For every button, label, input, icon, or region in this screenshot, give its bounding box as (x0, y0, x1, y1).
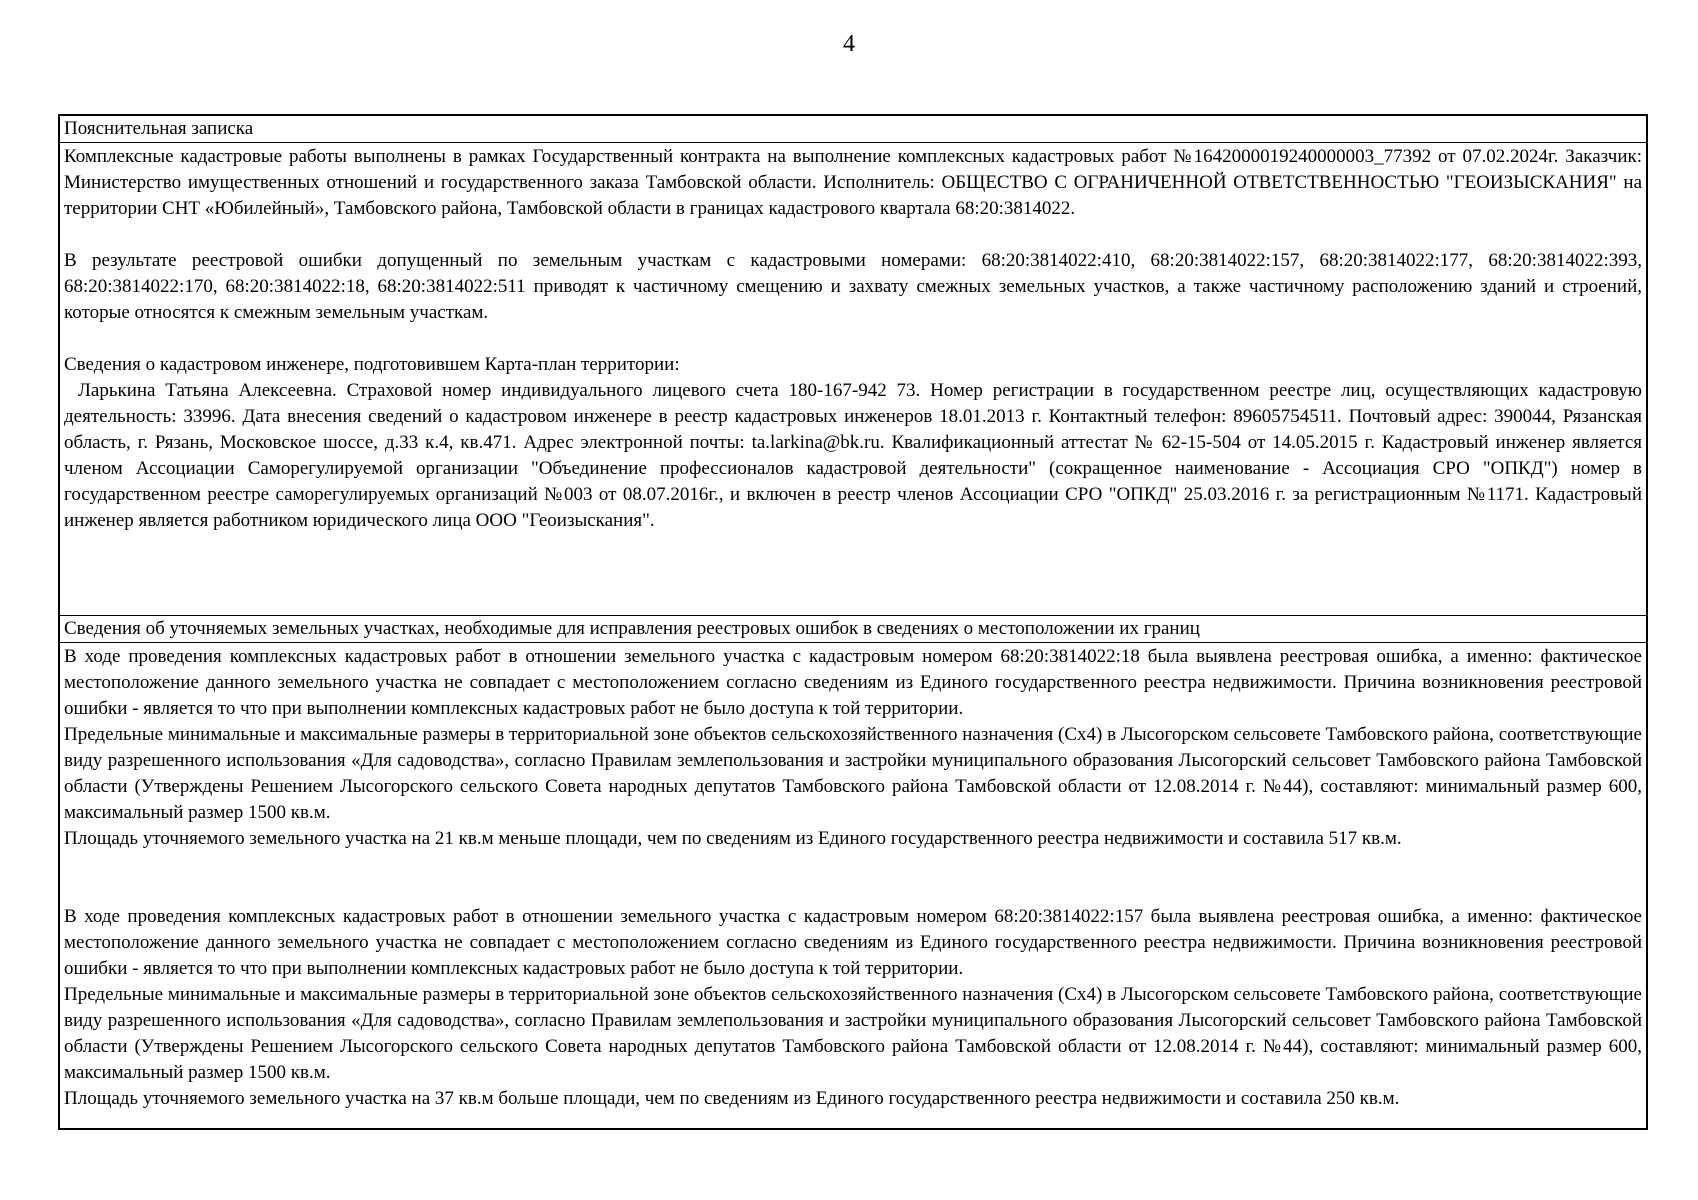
parcel-157-error-paragraph: В ходе проведения комплексных кадастровых работ в отношении земельного участка с кадастровым номером 68:20:3814022:157 была выявлена реестровая ошибка, а именно: фактическое местоположение данного земельного участка не совпадает с местоположением согласно сведениям из Единого государственного реестра недвижимости. Причина возникновения реестровой ошибки - является то что при выполнении комплексных кадастровых работ не было доступа к той территории. (64, 906, 1642, 979)
parcel-157-area-paragraph: Площадь уточняемого земельного участка на 37 кв.м больше площади, чем по сведениям из Единого государственного реестра недвижимости и составила 250 кв.м. (64, 1088, 1400, 1109)
registry-error-paragraph: В результате реестровой ошибки допущенный по земельным участкам с кадастровыми номерами: 68:20:3814022:410, 68:20:3814022:157, 68:20:3814022:177, 68:20:3814022:393, 68:20:3814022:170, 68:20:3814022:18, 68:20:3814022:511 приводят к частичному смещению и захвату смежных земельных участков, а также частичному расположению зданий и строений, которые относятся к смежным земельным участкам. (64, 250, 1642, 323)
parcel-18-area-paragraph: Площадь уточняемого земельного участка на 21 кв.м меньше площади, чем по сведениям из Единого государственного реестра недвижимости и составила 517 кв.м. (64, 828, 1402, 849)
section-explanatory-note (60, 143, 1646, 616)
engineer-info-title: Сведения о кадастровом инженере, подготовившем Карта-план территории: (64, 354, 680, 375)
contract-paragraph: Комплексные кадастровые работы выполнены в рамках Государственный контракта на выполнение комплексных кадастровых работ №1642000019240000003_77392 от 07.02.2024г. Заказчик: Министерство имущественных отношений и государственного заказа Тамбовской области. Исполнитель: ОБЩЕСТВО С ОГРАНИЧЕННОЙ ОТВЕТСТВЕННОСТЬЮ "ГЕОИЗЫСКАНИЯ" на территории СНТ «Юбилейный», Тамбовского района, Тамбовской области в границах кадастрового квартала 68:20:3814022. (64, 146, 1642, 219)
section-heading-parcel-details: Сведения об уточняемых земельных участках, необходимые для исправления реестровых ошибок в сведениях о местоположении их границ (60, 616, 1646, 643)
page-number: 4 (843, 31, 855, 57)
section-parcel-details (60, 643, 1646, 1157)
parcel-18-size-limits-paragraph: Предельные минимальные и максимальные размеры в территориальной зоне объектов сельскохозяйственного назначения (Сх4) в Лысогорском сельсовете Тамбовского района, соответствующие виду разрешенного использования «Для садоводства», согласно Правилам землепользования и застройки муниципального образования Лысогорский сельсовет Тамбовского района Тамбовской области (Утверждены Решением Лысогорского сельского Совета народных депутатов Тамбовского района Тамбовской области от 12.08.2014 г. №44), составляют: минимальный размер 600, максимальный размер 1500 кв.м. (64, 724, 1642, 823)
parcel-18-error-paragraph: В ходе проведения комплексных кадастровых работ в отношении земельного участка с кадастровым номером 68:20:3814022:18 была выявлена реестровая ошибка, а именно: фактическое местоположение данного земельного участка не совпадает с местоположением согласно сведениям из Единого государственного реестра недвижимости. Причина возникновения реестровой ошибки - является то что при выполнении комплексных кадастровых работ не было доступа к той территории. (64, 646, 1642, 719)
engineer-info-paragraph: Ларькина Татьяна Алексеевна. Страховой номер индивидуального лицевого счета 180-167-942 73. Номер регистрации в государственном реестре лиц, осуществляющих кадастровую деятельность: 33996. Дата внесения сведений о кадастровом инженере в реестр кадастровых инженеров 18.01.2013 г. Контактный телефон: 89605754511. Почтовый адрес: 390044, Рязанская область, г. Рязань, Московское шоссе, д.33 к.4, кв.471. Адрес электронной почты: ta.larkina@bk.ru. Квалификационный аттестат № 62-15-504 от 14.05.2015 г. Кадастровый инженер является членом Ассоциации Саморегулируемой организации "Объединение профессионалов кадастровой деятельности" (сокращенное наименование - Ассоциация СРО "ОПКД") номер в государственном реестре саморегулируемых организаций №003 от 08.07.2016г., и включен в реестр членов Ассоциации СРО "ОПКД" 25.03.2016 г. за регистрационным №1171. Кадастровый инженер является работником юридического лица ООО "Геоизыскания". (64, 380, 1642, 531)
parcel-157-size-limits-paragraph: Предельные минимальные и максимальные размеры в территориальной зоне объектов сельскохозяйственного назначения (Сх4) в Лысогорском сельсовете Тамбовского района, соответствующие виду разрешенного использования «Для садоводства», согласно Правилам землепользования и застройки муниципального образования Лысогорский сельсовет Тамбовского района Тамбовской области (Утверждены Решением Лысогорского сельского Совета народных депутатов Тамбовского района Тамбовской области от 12.08.2014 г. №44), составляют: минимальный размер 600, максимальный размер 1500 кв.м. (64, 984, 1642, 1083)
document-frame (58, 114, 1648, 1130)
section-heading-explanatory-note: Пояснительная записка (60, 116, 1646, 143)
